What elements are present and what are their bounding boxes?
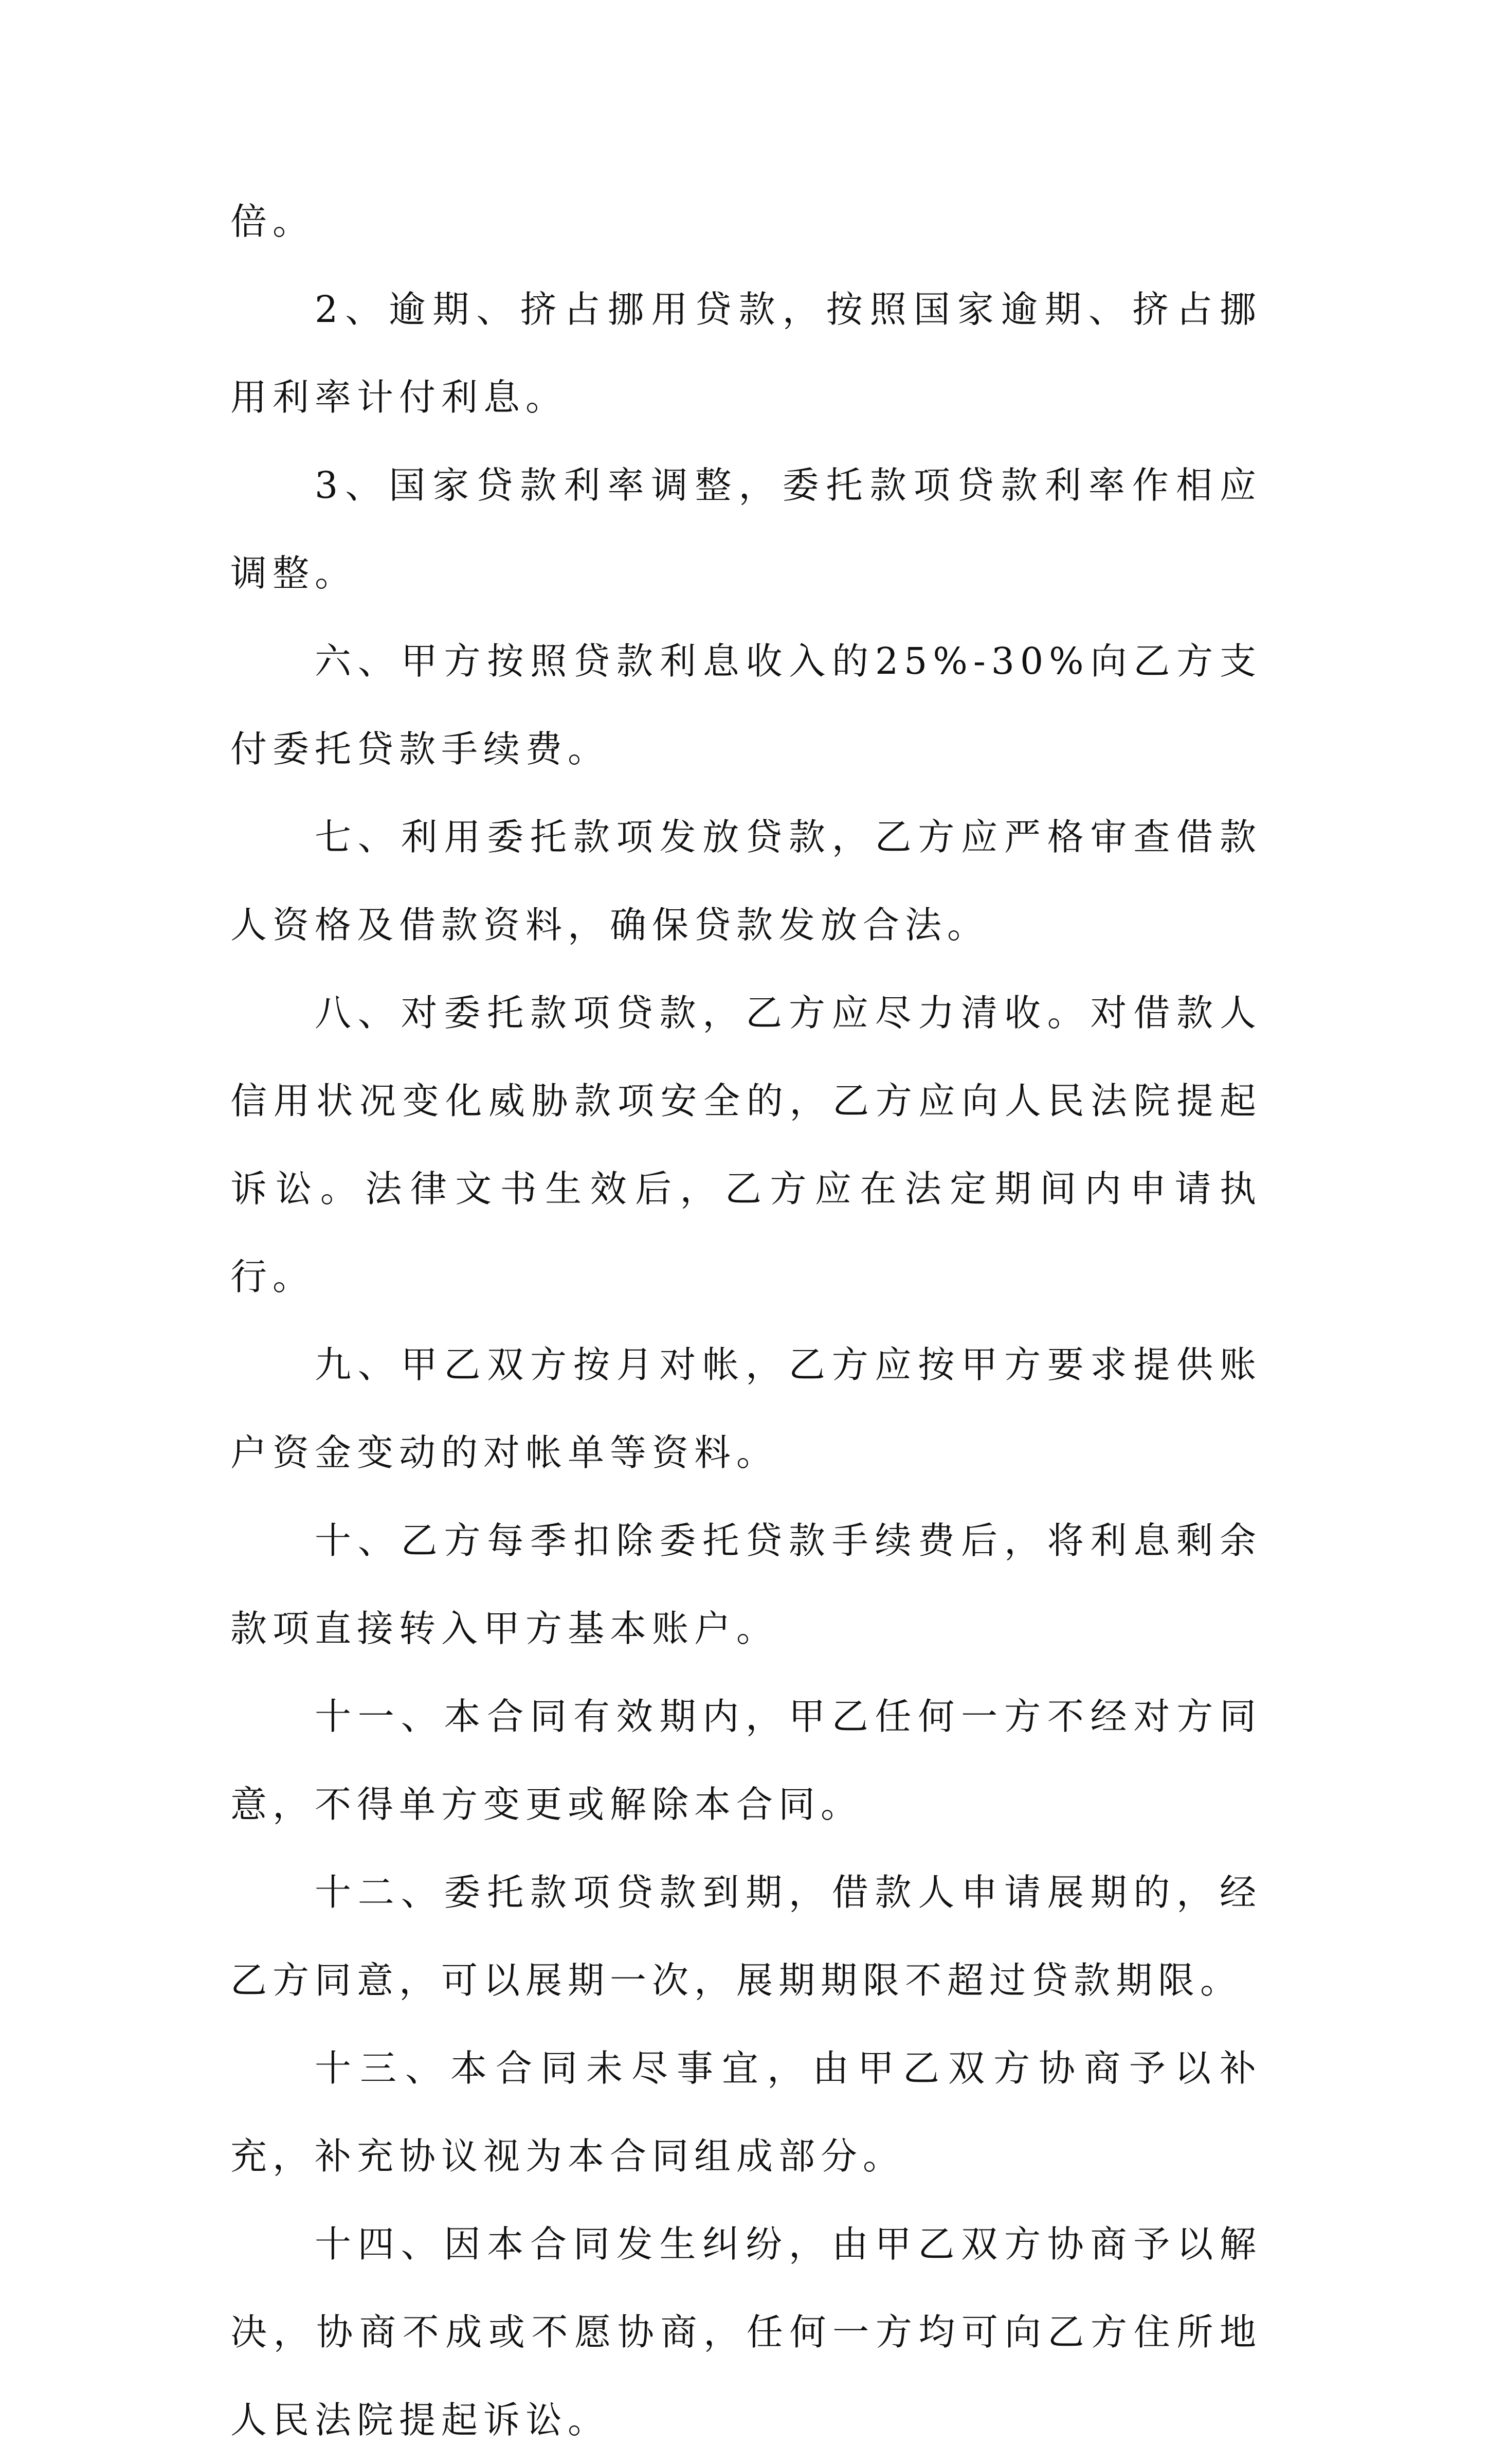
paragraph-clause-9: 九、甲乙双方按月对帐，乙方应按甲方要求提供账户资金变动的对帐单等资料。 <box>230 1343 1262 1474</box>
paragraph-clause-10: 十、乙方每季扣除委托贷款手续费后，将利息剩余款项直接转入甲方基本账户。 <box>230 1519 1262 1650</box>
paragraph-clause-13: 十三、本合同未尽事宜，由甲乙双方协商予以补充，补充协议视为本合同组成部分。 <box>230 2047 1262 2178</box>
paragraph-continuation: 倍。 <box>230 200 315 243</box>
document-body <box>230 177 1262 2464</box>
paragraph-clause-6: 六、甲方按照贷款利息收入的25%-30%向乙方支付委托贷款手续费。 <box>230 640 1262 770</box>
paragraph-clause-12: 十二、委托款项贷款到期，借款人申请展期的，经乙方同意，可以展期一次，展期期限不超过贷款期限。 <box>230 1871 1262 2002</box>
paragraph-clause-5-2: 2、逾期、挤占挪用贷款，按照国家逾期、挤占挪用利率计付利息。 <box>230 288 1262 419</box>
paragraph-clause-11: 十一、本合同有效期内，甲乙任何一方不经对方同意，不得单方变更或解除本合同。 <box>230 1695 1262 1826</box>
paragraph-clause-7: 七、利用委托款项发放贷款，乙方应严格审查借款人资格及借款资料，确保贷款发放合法。 <box>230 816 1262 946</box>
paragraph-clause-8: 八、对委托款项贷款，乙方应尽力清收。对借款人信用状况变化威胁款项安全的，乙方应向人民法院提起诉讼。法律文书生效后，乙方应在法定期间内申请执行。 <box>230 992 1262 1298</box>
paragraph-clause-5-3: 3、国家贷款利率调整，委托款项贷款利率作相应调整。 <box>230 464 1262 595</box>
paragraph-clause-14: 十四、因本合同发生纠纷，由甲乙双方协商予以解决，协商不成或不愿协商，任何一方均可向乙方住所地人民法院提起诉讼。 <box>230 2223 1262 2441</box>
